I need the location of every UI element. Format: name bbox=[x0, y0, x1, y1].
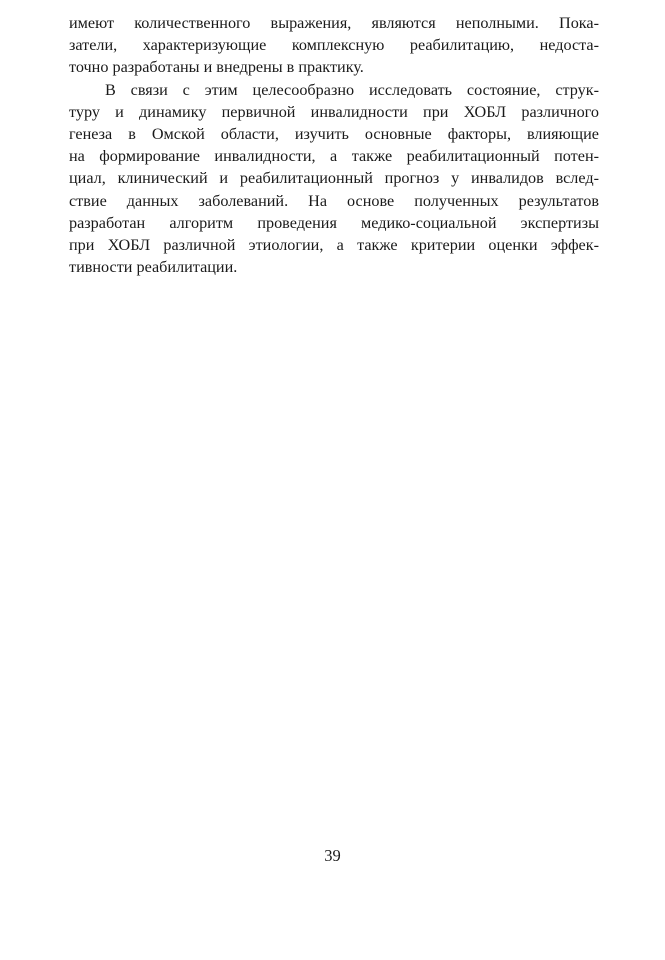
text-line: затели, характеризующие комплексную реабилитацию, недоста- bbox=[69, 36, 599, 55]
text-line: В связи с этим целесообразно исследовать состояние, струк- bbox=[105, 80, 599, 99]
text-line: туру и динамику первичной инвалидности при ХОБЛ различного bbox=[69, 102, 599, 121]
text-line: при ХОБЛ различной этиологии, а также критерии оценки эффек- bbox=[69, 235, 599, 254]
text-line: генеза в Омской области, изучить основные факторы, влияющие bbox=[69, 124, 599, 143]
page-number: 39 bbox=[324, 846, 341, 865]
text-line: ствие данных заболеваний. На основе полученных результатов bbox=[69, 191, 599, 210]
text-line: имеют количественного выражения, являются неполными. Пока- bbox=[69, 14, 599, 32]
text-line: тивности реабилитации. bbox=[69, 258, 238, 277]
paragraph-2 bbox=[69, 79, 599, 279]
text-line: точно разработаны и внедрены в практику. bbox=[69, 58, 364, 77]
body-text bbox=[69, 12, 599, 278]
text-line: на формирование инвалидности, а также реабилитационный потен- bbox=[69, 147, 599, 166]
text-line: циал, клинический и реабилитационный прогноз у инвалидов вслед- bbox=[69, 169, 599, 188]
text-line: разработан алгоритм проведения медико-социальной экспертизы bbox=[69, 213, 599, 232]
paragraph-1 bbox=[69, 12, 599, 79]
